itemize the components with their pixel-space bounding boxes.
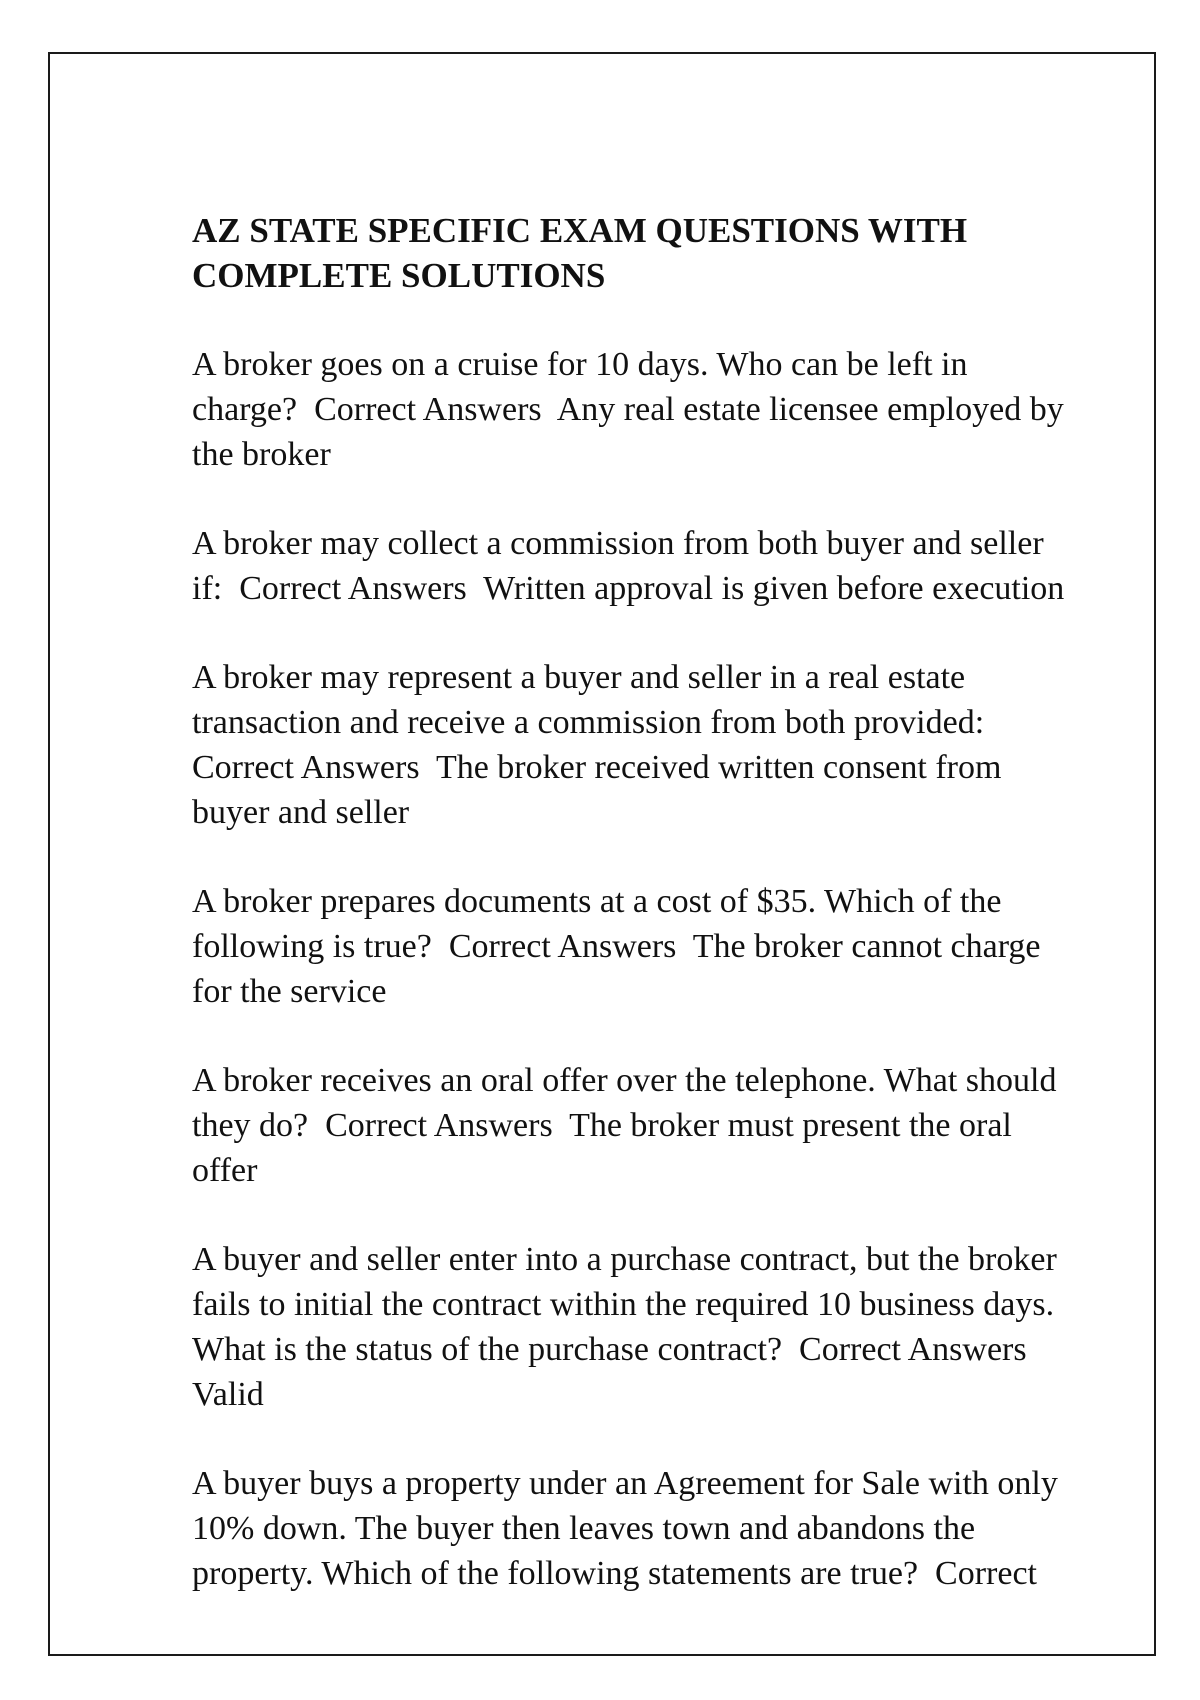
qa-text-line: following is true? Correct Answers The broker cannot charge <box>192 928 1041 965</box>
qa-text-line: A broker may collect a commission from both buyer and seller <box>192 525 1044 562</box>
qa-text-line: Correct Answers The broker received written consent from <box>192 749 1002 786</box>
page-frame <box>48 52 1156 1656</box>
qa-entry <box>192 1058 1132 1193</box>
qa-text-line: A buyer buys a property under an Agreement for Sale with only <box>192 1465 1058 1502</box>
qa-entry <box>192 1461 1132 1596</box>
qa-text-line: buyer and seller <box>192 794 410 831</box>
qa-text-line: A broker receives an oral offer over the telephone. What should <box>192 1062 1057 1099</box>
qa-text-line: Valid <box>192 1376 264 1413</box>
qa-text-line: the broker <box>192 436 331 473</box>
qa-text-line: fails to initial the contract within the required 10 business days. <box>192 1286 1055 1323</box>
qa-text-line: for the service <box>192 973 387 1010</box>
qa-entry <box>192 879 1132 1014</box>
qa-text-line: offer <box>192 1152 258 1189</box>
qa-text-line: A broker may represent a buyer and seller in a real estate <box>192 659 966 696</box>
qa-entry <box>192 342 1132 477</box>
qa-text-line: property. Which of the following statements are true? Correct <box>192 1555 1037 1592</box>
qa-text-line: they do? Correct Answers The broker must present the oral <box>192 1107 1012 1144</box>
title-line: AZ STATE SPECIFIC EXAM QUESTIONS WITH <box>192 211 968 250</box>
qa-entry <box>192 1237 1132 1417</box>
qa-text-line: A buyer and seller enter into a purchase contract, but the broker <box>192 1241 1057 1278</box>
qa-text-line: charge? Correct Answers Any real estate licensee employed by <box>192 391 1064 428</box>
qa-entry <box>192 655 1132 835</box>
document-body <box>192 208 1132 1640</box>
qa-text-line: if: Correct Answers Written approval is given before execution <box>192 570 1065 607</box>
title-line: COMPLETE SOLUTIONS <box>192 256 606 295</box>
qa-text-line: What is the status of the purchase contract? Correct Answers <box>192 1331 1027 1368</box>
qa-entry <box>192 521 1132 611</box>
qa-text-line: transaction and receive a commission from both provided: <box>192 704 985 741</box>
qa-text-line: A broker goes on a cruise for 10 days. Who can be left in <box>192 346 968 383</box>
document-title <box>192 208 1132 298</box>
qa-text-line: 10% down. The buyer then leaves town and abandons the <box>192 1510 976 1547</box>
qa-text-line: A broker prepares documents at a cost of $35. Which of the <box>192 883 1002 920</box>
